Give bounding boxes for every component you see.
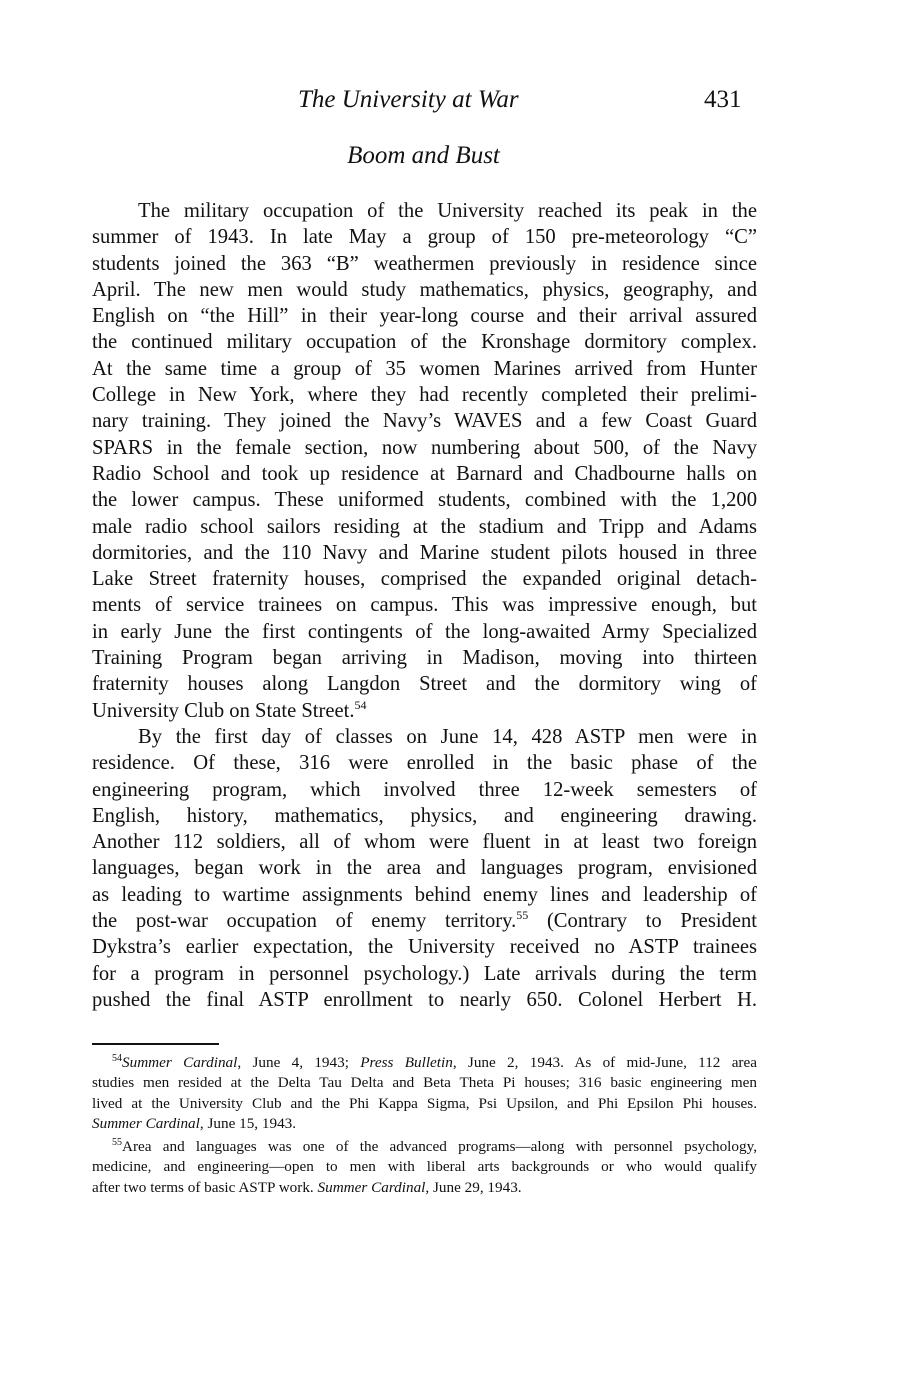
text-line: ments of service trainees on campus. This was impressive enough, but [92,594,757,617]
text-line: The military occupation of the University reached its peak in the [138,200,757,222]
text-line: summer of 1943. In late May a group of 150 pre-meteorology “C” [92,226,757,249]
footnotes [92,1053,757,1201]
source-title: Summer Cardinal [317,1178,426,1196]
text-line: studies men resided at the Delta Tau Delta and Beta Theta Pi houses; 316 basic engineering men [92,1074,757,1092]
text-fragment: Area and languages was one of the advanced programs—along with personnel psychology, [122,1138,757,1156]
text-line: English, history, mathematics, physics, and engineering drawing. [92,804,757,827]
body-text [92,198,757,1013]
source-title: Press Bulletin [360,1054,453,1071]
text-line: medicine, and engineering—open to men with liberal arts backgrounds or who would qualify [92,1158,757,1176]
footnote-marker: 54 [112,1053,122,1064]
running-head [0,84,907,118]
text-fragment: (Contrary to President [528,910,758,933]
text-line: fraternity houses along Langdon Street and the dormitory wing of [92,673,757,696]
paragraph-1 [92,198,757,724]
text-line: Training Program began arriving in Madison, moving into thirteen [92,647,757,670]
source-title: Summer Cardinal [122,1054,238,1071]
text-line: Dykstra’s earlier expectation, the University received no ASTP trainees [92,936,757,959]
text-line: residence. Of these, 316 were enrolled in the basic phase of the [92,752,757,775]
footnote-55 [92,1137,757,1198]
paragraph-2 [92,724,757,1013]
text-line [92,1178,757,1198]
text-line [92,698,757,724]
text-line: College in New York, where they had recently completed their prelimi- [92,384,757,407]
text-line: SPARS in the female section, now numbering about 500, of the Navy [92,436,757,459]
footnote-reference-55[interactable]: 55 [516,908,529,923]
text-line: At the same time a group of 35 women Marines arrived from Hunter [92,357,757,380]
footnote-marker: 55 [112,1137,122,1149]
text-line [92,908,757,934]
text-fragment: , June 15, 1943. [199,1114,297,1132]
text-line: By the first day of classes on June 14, 428 ASTP men were in [138,725,757,748]
text-line: April. The new men would study mathematics, physics, geography, and [92,278,757,301]
text-fragment: University Club on State Street. [92,699,355,722]
source-title: Summer Cardinal [92,1114,200,1132]
footnote-divider [92,1043,219,1045]
text-line [92,1053,757,1073]
footnote-54 [92,1053,757,1134]
text-line: dormitories, and the 110 Navy and Marine student pilots housed in three [92,541,757,564]
text-line: languages, began work in the area and languages program, envisioned [92,857,757,880]
text-line: pushed the final ASTP enrollment to nearly 650. Colonel Herbert H. [92,988,757,1011]
text-fragment: after two terms of basic ASTP work. [92,1178,318,1196]
text-line: for a program in personnel psychology.) Late arrivals during the term [92,962,757,985]
text-line: Radio School and took up residence at Barnard and Chadbourne halls on [92,462,757,485]
text-line: in early June the first contingents of the long-awaited Army Specialized [92,620,757,643]
text-fragment: , June 29, 1943. [425,1178,522,1196]
footnote-reference-54[interactable]: 54 [354,697,367,712]
text-line: male radio school sailors residing at the stadium and Tripp and Adams [92,515,757,538]
text-line: as leading to wartime assignments behind enemy lines and leadership of [92,883,757,906]
text-line: lived at the University Club and the Phi Kappa Sigma, Psi Upsilon, and Phi Epsilon Phi houses. [92,1094,757,1112]
text-line: Lake Street fraternity houses, comprised the expanded original detach- [92,568,757,591]
text-line [92,1114,757,1134]
text-line: Another 112 soldiers, all of whom were fluent in at least two foreign [92,831,757,854]
text-line: students joined the 363 “B” weathermen previously in residence since [92,252,757,275]
text-line: nary training. They joined the Navy’s WAVES and a few Coast Guard [92,410,757,433]
text-fragment: the post-war occupation of enemy territory. [92,910,517,933]
text-fragment: , June 2, 1943. As of mid-June, 112 area [452,1054,757,1071]
text-line: the lower campus. These uniformed students, combined with the 1,200 [92,489,757,512]
running-title: The University at War [298,86,519,113]
section-heading: Boom and Bust [347,142,500,169]
text-line [92,1137,757,1157]
text-line: English on “the Hill” in their year-long course and their arrival assured [92,305,757,328]
text-fragment: , June 4, 1943; [237,1054,361,1071]
text-line: the continued military occupation of the Kronshage dormitory complex. [92,331,757,354]
page-number: 431 [704,86,742,113]
text-line: engineering program, which involved three 12-week semesters of [92,778,757,801]
